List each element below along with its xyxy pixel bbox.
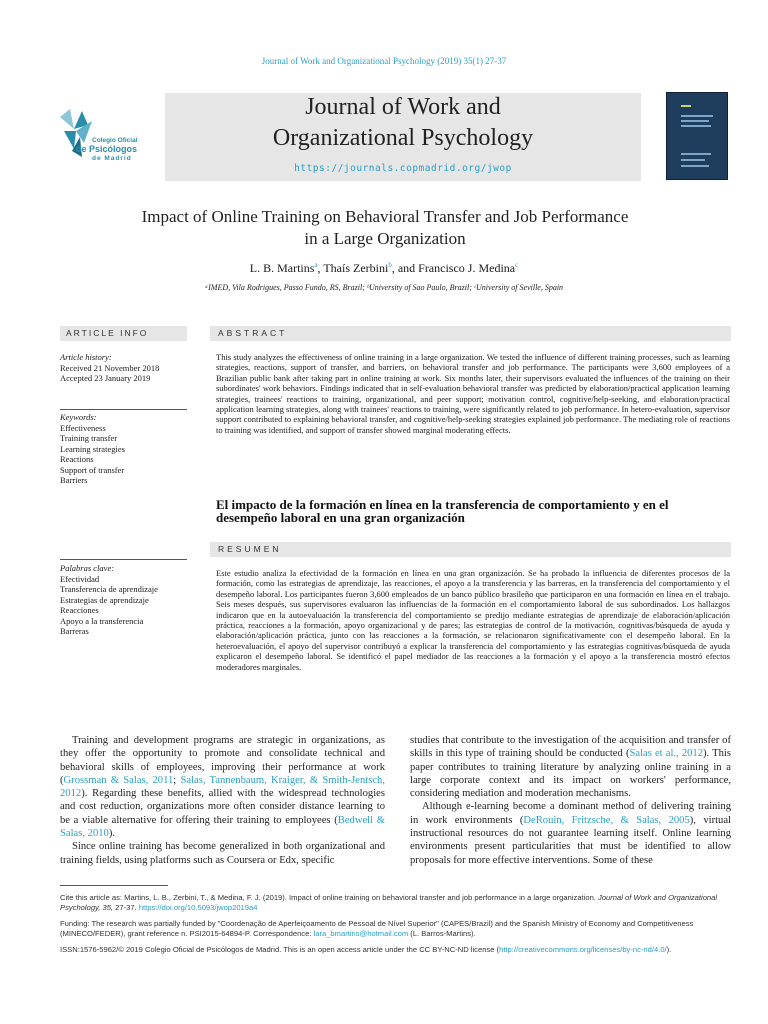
keyword: Apoyo a la transferencia: [60, 615, 144, 626]
abstract-header: ABSTRACT: [210, 326, 731, 341]
resumen-text: Este estudio analiza la efectividad de la formación en línea en una gran organización. Se ha probado la influencia de diferentes procesos de la formación, como las estrategias de aprendizaje, las reacciones, el apoyo a la transferencia y las barreras, en la transferencia del comportamiento y el desempeño laboral. Los participantes fueron 3,600 empleados de un banco público brasileño que participaron en una formación en línea en el trabajo. Seis meses después, sus supervisores evaluaron las influencias de la formación en el comportamiento laboral de sus subordinados. Los hallazgos indicaron que en la autoevaluación la transferencia del comportamiento se predijo mediante estrategias de aprendizaje de elaboración/aplicación práctica, reacciones a la formación, apoyo organizacional y de pares; las estrategias de control de la motivación, cognitivas/búsqueda de ayuda y elaboración/aplicación práctica, junto con las reacciones a la formación, se relacionaron significativamente con el desempeño laboral. En la heteroevaluación, el apoyo del supervisor contribuyó a explicar la transferencia del comportamiento y las estrategias cognitivas/búsqueda de ayuda explicaron el desempeño laboral. Se identificó el papel mediador de las reacciones a la formación y el apoyo a la transferencia mostró efectos moderadores marginales.: [216, 568, 730, 672]
doi-link[interactable]: https://doi.org/10.5093/jwop2019a4: [138, 903, 258, 912]
journal-citation-line: Journal of Work and Organizational Psychology (2019) 35(1) 27-37: [261, 56, 507, 66]
author-name: L. B. Martins: [249, 261, 315, 275]
license-link[interactable]: http://creativecommons.org/licenses/by-nc-nd/4.0/: [499, 945, 667, 954]
keyword: Learning strategies: [60, 443, 125, 454]
citation-link[interactable]: DeRouin, Fritzsche, & Salas, 2005: [523, 814, 690, 826]
journal-cover-thumbnail: [666, 92, 728, 180]
body-paragraph: Training and development programs are strategic in organizations, as they offer the opportunity to promote and consolidate technical and behavioral skills of employees, improving their performance at work (Grossman & Salas, 2011; Salas, Tannenbaum, Kraiger, & Smith-Jentsch, 2012). Regarding these benefits, allied with the widespread technologies and cost reduction, organizations more often consider distance learning to be a viable alternative for offering their training to employees (Bedwell & Salas, 2010).: [60, 735, 385, 840]
journal-title: Journal of Work and Organizational Psychology: [272, 94, 534, 151]
affiliations: ᵃIMED, Vila Rodrigues, Passo Fundo, RS, Brazil; ᵇUniversity of Sao Paulo, Brazil; ᶜUniversity of Seville, Spain: [204, 283, 564, 292]
divider: [60, 559, 187, 560]
email-link[interactable]: lara_bmartins@hotmail.com: [313, 929, 409, 938]
article-history: Article history: Received 21 November 2018 Accepted 23 January 2019: [60, 352, 160, 383]
keyword: Effectiveness: [60, 422, 106, 433]
keyword: Efectividad: [60, 573, 100, 584]
keyword: Support of transfer: [60, 464, 125, 475]
citation-link[interactable]: Bedwell & Salas, 2010: [60, 814, 385, 840]
journal-url-link[interactable]: https://journals.copmadrid.org/jwop: [294, 163, 512, 174]
author-list: L. B. Martins$^a$, Thaís Zerbini$^b$, and Francisco J. Medina$^c$: [249, 261, 519, 275]
body-column-left: [60, 734, 385, 867]
logo-text-line3: de Madrid: [92, 155, 132, 162]
article-title: Impact of Online Training on Behavioral Transfer and Job Performance in a Large Organization: [141, 207, 629, 248]
body-paragraph: Although e-learning become a dominant method of delivering training in work environments (DeRouin, Fritzsche, & Salas, 2005), virtual instructional resources do not guarantee learning itself. Online learning environments present particularities that must be identified to allow proposals for more effective interventions. Some of these: [410, 801, 732, 866]
article-info-header: ARTICLE INFO: [60, 326, 187, 341]
keyword: Estrategias de aprendizaje: [60, 594, 149, 605]
keyword: Barriers: [60, 475, 88, 485]
keywords-list: Keywords: Effectiveness Training transfer Learning strategies Reactions Support of transfer Barriers: [60, 412, 187, 486]
body-paragraph: studies that contribute to the investigation of the acquisition and transfer of skills in this type of training should be conducted (Salas et al., 2012). This paper contributes to training literature by analyzing online training in a large corporate context and its impact on workers' performance, considering mediation and moderation mechanisms.: [410, 735, 731, 800]
author-affiliation-mark: c: [515, 261, 519, 269]
cite-this-article: Cite this article as: Martins, L. B., Zerbini, T., & Medina, F. J. (2019). Impact of online training on behavioral transfer and job performance in a large organization. Journal of Work and Organizational Psychology, 35, 27-37. https://doi.org/10.5093/jwop2019a4: [60, 893, 718, 912]
body-column-right: [410, 734, 731, 867]
license-note: ISSN:1576-5962/© 2019 Colegio Oficial de Psicólogos de Madrid. This is an open access article under the CC BY-NC-ND license (http://creativecommons.org/licenses/by-nc-nd/4.0/).: [60, 945, 672, 954]
author-name: Francisco J. Medina: [418, 261, 516, 275]
resumen-header: RESUMEN: [210, 542, 731, 557]
abstract-text: This study analyzes the effectiveness of online training in a large organization. We tested the influence of different training processes, such as learning strategies, reactions, support of transfer, and barriers, on behavioral transfer and job performance. The participants were 3,600 employees of a Brazilian public bank after taking part in online training at work. Six months later, their supervisors evaluated the influences of the training on their subordinates' work behaviors. Findings indicated that in self-evaluation behavioral transfer was predicted by elaboration/practical application learning strategies, trainees' reactions to training, organizational, and peer support; motivation control, cognitive/help-seeking, and elaboration/practical application learning strategies, along with trainees' reactions to training, were significantly related to job performance. In hetero-evaluation, supervisor support contributed to explaining behavioral transfer, and cognitive/help-seeking strategies explained job performance. The mediating role of reactions to training was identified, and support of transfer showed marginal moderating effects.: [216, 352, 730, 435]
author-affiliation-mark: b: [388, 261, 392, 269]
keyword: Barreras: [60, 626, 89, 636]
spanish-title: El impacto de la formación en línea en la transferencia de comportamiento y en el desempeño laboral en una gran organización: [216, 497, 669, 525]
author-name: Thaís Zerbini: [323, 261, 389, 275]
keyword: Reactions: [60, 454, 94, 464]
logo-text-line1: Colegio Oficial: [92, 137, 138, 144]
citation-link[interactable]: Grossman & Salas, 2011: [63, 774, 174, 786]
body-paragraph: Since online training has become generalized in both organizational and training fields, using platforms such as Coursera or Edx, specific: [60, 841, 385, 866]
footer-divider: [60, 885, 168, 886]
citation-link[interactable]: Salas et al., 2012: [629, 748, 704, 760]
author-affiliation-mark: a: [314, 261, 318, 269]
divider: [60, 409, 187, 410]
publisher-logo: [58, 103, 158, 165]
citation-link[interactable]: Salas, Tannenbaum, Kraiger, & Smith-Jentsch, 2012: [60, 774, 385, 800]
keyword: Transferencia de aprendizaje: [60, 584, 158, 594]
keyword: Reacciones: [60, 605, 99, 615]
funding-note: Funding: The research was partially funded by "Coordenação de Aperfeiçoamento de Pessoal de Nível Superior" (CAPES/Brazil) and the Spanish Ministry of Economy and Competitiveness (MINECO/FEDER), grant reference n. PSI2015-64894-P. Correspondence: lara_bmartins@hotmail.com (L. Barros-Martins).: [60, 919, 694, 938]
palabras-clave-list: Palabras clave: Efectividad Transferencia de aprendizaje Estrategias de aprendizaje Reacciones Apoyo a la transferencia Barreras: [60, 563, 187, 637]
keyword: Training transfer: [60, 433, 118, 443]
logo-text-line2: de Psicólogos: [76, 144, 138, 154]
